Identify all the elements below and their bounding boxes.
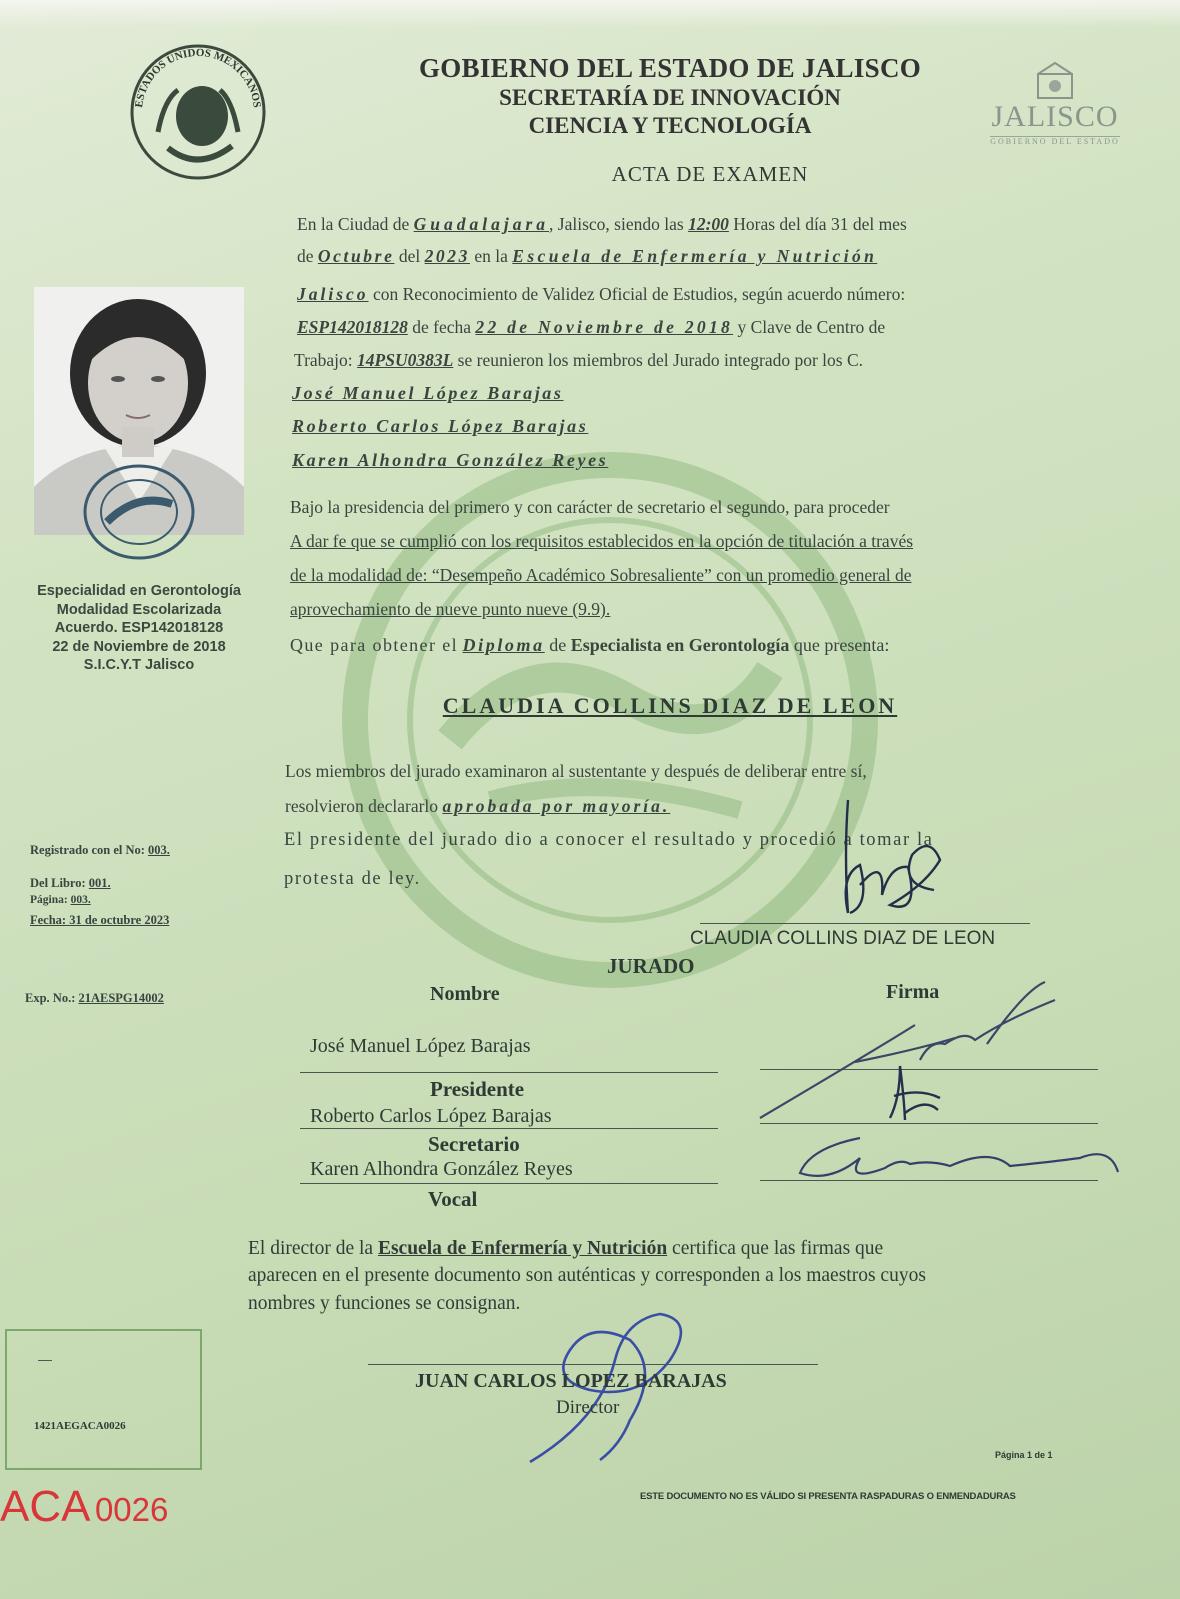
text: del: [398, 246, 421, 266]
year-value: 2023: [424, 246, 470, 266]
acta-line-7: A dar fe que se cumplió con los requisitos establecidos en la opción de titulación a través: [290, 531, 914, 551]
specialty-line: S.I.C.Y.T Jalisco: [83, 657, 195, 673]
acta-line-9: aprovechamiento de nueve punto nueve (9.9).: [290, 599, 611, 619]
text: y Clave de Centro de: [737, 317, 886, 337]
date-value: 31 de octubre 2023: [69, 913, 170, 927]
jury-title: JURADO: [607, 954, 695, 978]
national-seal: [128, 40, 268, 180]
header-science: CIENCIA Y TECNOLOGÍA: [528, 113, 812, 138]
jalisco-emblem-icon: [1030, 60, 1080, 102]
school-value-cont: Jalisco: [297, 284, 369, 304]
text: que presenta:: [793, 635, 890, 655]
acta-line-13: El presidente del jurado dio a conocer el resultado y procedió a tomar la: [284, 830, 934, 850]
specialty-note: [20, 582, 258, 675]
month-value: Octubre: [317, 246, 395, 266]
text: Horas del día 31 del mes: [733, 214, 907, 234]
text: certifica que las firmas que: [672, 1238, 884, 1259]
student-signature-line: [700, 923, 1030, 924]
folio-mark: [38, 1360, 52, 1361]
jury-role-1: Presidente: [430, 1077, 525, 1101]
text: , Jalisco, siendo las: [549, 214, 684, 234]
jury-name-2: Roberto Carlos López Barajas: [310, 1105, 552, 1127]
folio-code: 1421AEGACA0026: [34, 1420, 126, 1432]
text: resolvieron declararlo: [285, 796, 439, 816]
registration-number: [30, 843, 170, 858]
text: de: [549, 635, 567, 655]
jalisco-logo: [980, 56, 1130, 166]
acta-line-4: [297, 317, 1032, 338]
city-value: Guadalajara: [413, 214, 550, 234]
text: se reunieron los miembros del Jurado integrado por los C.: [457, 350, 864, 370]
jury-line-name-1: [300, 1072, 718, 1073]
member-name: Karen Alhondra González Reyes: [292, 450, 609, 470]
file-number: [25, 991, 164, 1006]
exp-value: 21AESPG14002: [78, 991, 164, 1005]
acta-line-14: protesta de ley.: [284, 869, 421, 889]
jury-role-3: Vocal: [428, 1187, 478, 1211]
acta-line-2: [297, 246, 1032, 267]
time-value: 12:00: [688, 214, 729, 234]
aca-prefix: ACA: [0, 1482, 91, 1531]
validity-notice: ESTE DOCUMENTO NO ES VÁLIDO SI PRESENTA RASPADURAS O ENMENDADURAS: [640, 1491, 1016, 1502]
exp-label: Exp. No.:: [25, 991, 76, 1005]
jalisco-logo-text: JALISCO: [991, 100, 1119, 133]
text: de: [297, 246, 314, 266]
text: con Reconocimiento de Validez Oficial de Estudios, según acuerdo número:: [372, 284, 906, 304]
header-government: GOBIERNO DEL ESTADO DE JALISCO: [418, 53, 922, 83]
student-signature: [830, 795, 950, 920]
watermark-seal: [300, 440, 920, 1000]
secretary-signature: [880, 1058, 950, 1128]
certification-line-1: [248, 1236, 1056, 1262]
header-secretariat: SECRETARÍA DE INNOVACIÓN: [499, 85, 841, 110]
student-name: CLAUDIA COLLINS DIAZ DE LEON: [442, 693, 898, 718]
photo-stamp: [82, 462, 197, 562]
book-label: Del Libro:: [30, 876, 86, 890]
page-value: 003.: [70, 894, 91, 906]
aca-folio: [0, 1482, 168, 1532]
specialty-line: Especialidad en Gerontología: [37, 583, 241, 599]
jury-column-name: Nombre: [430, 983, 500, 1005]
reg-value: 003.: [148, 843, 170, 857]
document-title: ACTA DE EXAMEN: [611, 162, 809, 186]
acta-line-11: Los miembros del jurado examinaron al sustentante y después de deliberar entre sí,: [285, 761, 867, 781]
text: Que para obtener el: [290, 635, 459, 655]
acta-line-1: [297, 214, 1032, 235]
vocal-signature: [790, 1128, 1125, 1188]
acta-line-10: [290, 635, 1035, 656]
acta-line-3: [297, 284, 1032, 305]
certification-line-2: aparecen en el presente documento son auténticas y corresponden a los maestros cuyos: [248, 1265, 926, 1286]
paper-top-edge: [0, 0, 1180, 28]
diploma-value: Diploma: [462, 635, 545, 655]
acta-line-5: [294, 350, 1029, 371]
specialty-line: 22 de Noviembre de 2018: [52, 638, 226, 655]
jury-member-3: [292, 450, 1027, 471]
jury-name-3: Karen Alhondra González Reyes: [310, 1158, 573, 1180]
director-name: JUAN CARLOS LOPEZ BARAJAS: [415, 1370, 727, 1392]
work-key-value: 14PSU0383L: [357, 350, 454, 370]
date-label: Fecha:: [30, 913, 67, 927]
agreement-date-value: 22 de Noviembre de 2018: [475, 317, 734, 337]
page-number: [30, 894, 91, 906]
specialty-line: Acuerdo. ESP142018128: [54, 620, 224, 636]
member-name: Roberto Carlos López Barajas: [292, 416, 589, 436]
reg-label: Registrado con el No:: [30, 843, 145, 857]
agreement-value: ESP142018128: [297, 317, 408, 337]
certification-line-3: nombres y funciones se consignan.: [248, 1293, 521, 1314]
registration-date: [30, 913, 169, 928]
text: En la Ciudad de: [297, 214, 410, 234]
seal-text: ESTADOS UNIDOS MEXICANOS: [133, 46, 263, 109]
jury-column-signature: Firma: [886, 981, 940, 1003]
jury-line-name-3: [300, 1183, 718, 1184]
acta-line-8: de la modalidad de: “Desempeño Académico Sobresaliente” con un promedio general de: [290, 565, 912, 585]
text: El director de la: [248, 1238, 374, 1259]
member-name: José Manuel López Barajas: [292, 383, 564, 403]
verdict-value: aprobada por mayoría.: [442, 796, 671, 816]
specialty-line: Modalidad Escolarizada: [56, 601, 222, 618]
specialty-value: Especialista en Gerontología: [570, 635, 790, 655]
jalisco-logo-sub: GOBIERNO DEL ESTADO: [990, 137, 1120, 146]
folio-box: [5, 1329, 202, 1470]
jury-role-2: Secretario: [428, 1132, 520, 1156]
text: Trabajo:: [294, 350, 353, 370]
text: en la: [474, 246, 508, 266]
acta-line-6: Bajo la presidencia del primero y con carácter de secretario el segundo, para proceder: [290, 497, 890, 517]
text: de fecha: [412, 317, 472, 337]
jury-line-name-2: [300, 1128, 718, 1129]
jury-member-2: [292, 416, 1027, 437]
jury-name-1: José Manuel López Barajas: [310, 1035, 531, 1057]
director-title: Director: [556, 1397, 620, 1418]
student-signature-name: CLAUDIA COLLINS DIAZ DE LEON: [690, 928, 996, 949]
certification-school: Escuela de Enfermería y Nutrición: [377, 1238, 668, 1259]
book-value: 001.: [88, 876, 111, 890]
page-indicator: Página 1 de 1: [995, 1450, 1053, 1460]
aca-number: 0026: [94, 1491, 169, 1528]
jury-member-1: [292, 383, 1027, 404]
book-number: [30, 876, 111, 891]
page-label: Página:: [30, 894, 68, 906]
school-value: Escuela de Enfermería y Nutrición: [512, 246, 878, 266]
